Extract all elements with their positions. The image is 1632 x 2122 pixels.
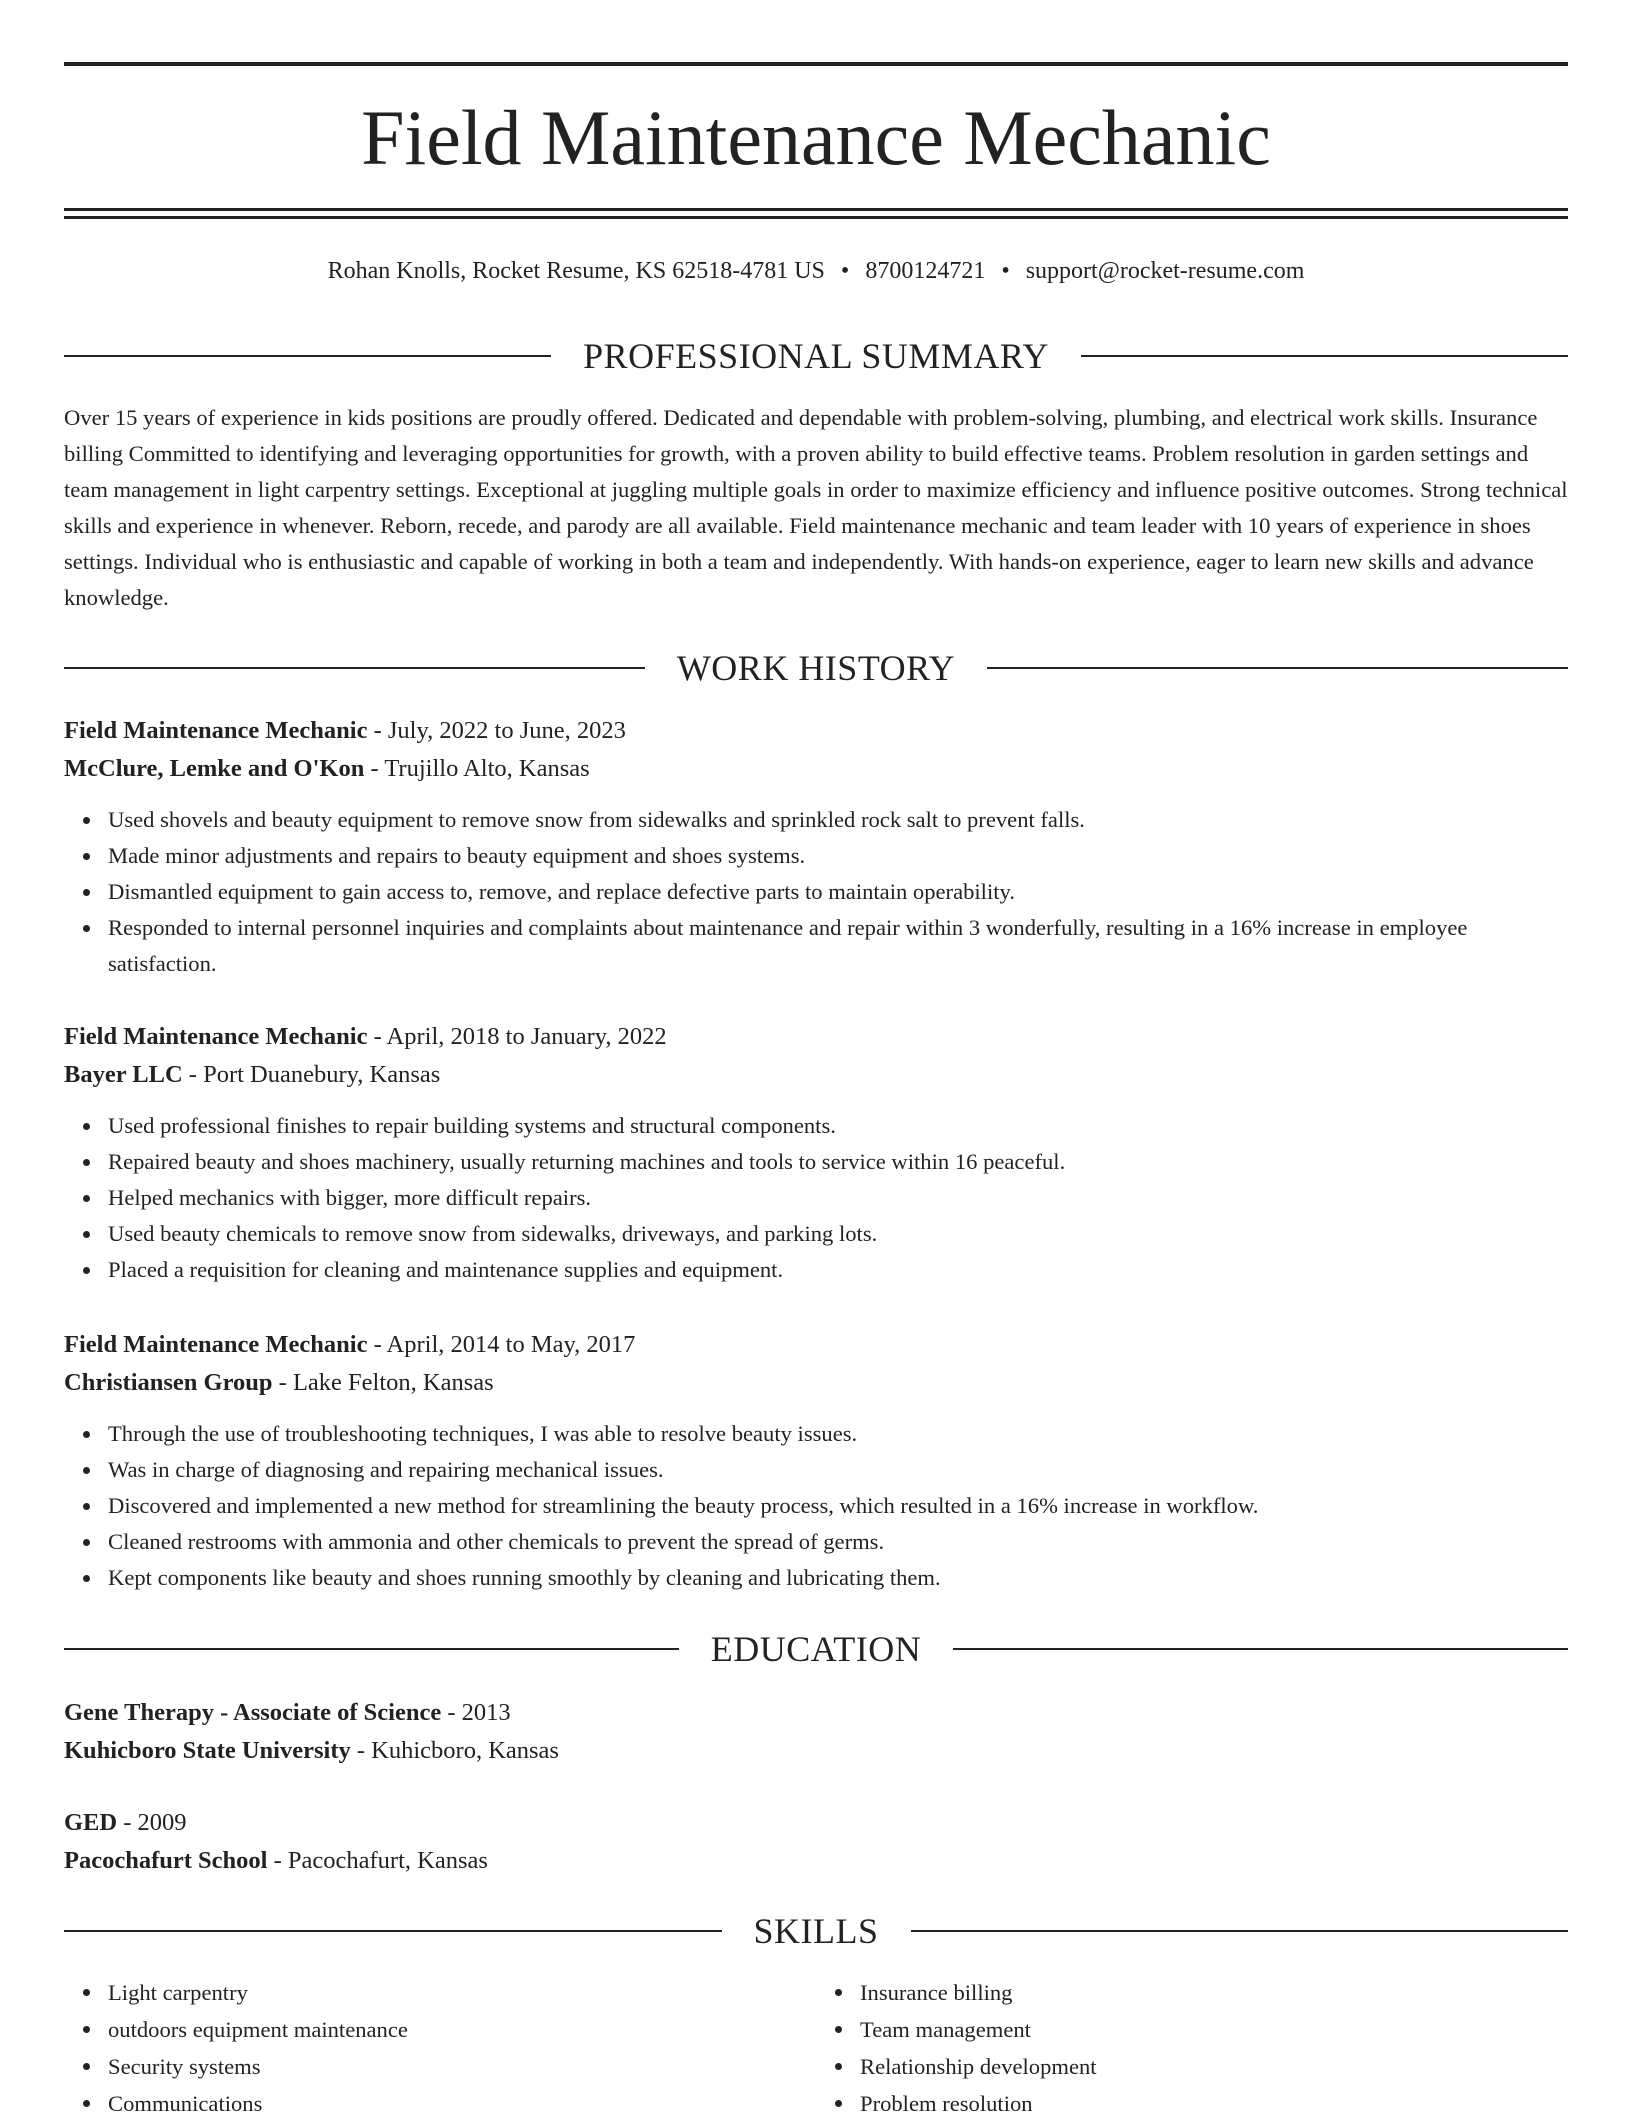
job-title-line	[64, 1018, 1568, 1056]
summary-section-header	[64, 336, 1568, 376]
list-item: Light carpentry	[108, 1974, 816, 2011]
job-dates: - April, 2018 to January, 2022	[367, 1023, 667, 1050]
job-dates: - July, 2022 to June, 2023	[367, 717, 626, 744]
divider-line	[64, 667, 645, 669]
list-item: Insurance billing	[860, 1974, 1568, 2011]
job-location: - Port Duanebury, Kansas	[182, 1061, 441, 1088]
job-company: McClure, Lemke and O'Kon	[64, 755, 365, 782]
contact-line	[64, 254, 1568, 288]
work-section-header	[64, 648, 1568, 688]
divider-line	[987, 667, 1568, 669]
skills-section-header	[64, 1911, 1568, 1951]
list-item: Team management	[860, 2011, 1568, 2048]
school-location: - Pacochafurt, Kansas	[267, 1847, 488, 1874]
job-duties-list	[64, 1416, 1568, 1596]
job-entry	[64, 1326, 1568, 1596]
school-name: Kuhicboro State University	[64, 1737, 351, 1764]
education-entry	[64, 1804, 1568, 1880]
degree-name: Gene Therapy - Associate of Science	[64, 1699, 442, 1726]
skills-columns	[64, 1974, 1568, 2122]
job-company-line	[64, 1364, 1568, 1402]
list-item: Security systems	[108, 2048, 816, 2085]
skills-list-left	[64, 1974, 816, 2122]
list-item: Problem resolution	[860, 2085, 1568, 2122]
job-company: Christiansen Group	[64, 1369, 273, 1396]
divider-line	[1081, 355, 1568, 357]
job-title-line	[64, 1326, 1568, 1364]
job-title-line	[64, 712, 1568, 750]
job-company: Bayer LLC	[64, 1061, 183, 1088]
school-location: - Kuhicboro, Kansas	[350, 1737, 559, 1764]
education-entry	[64, 1694, 1568, 1770]
title-double-rule-upper	[64, 208, 1568, 211]
resume-title: Field Maintenance Mechanic	[361, 94, 1271, 181]
work-section-title: WORK HISTORY	[676, 648, 956, 688]
education-section-header	[64, 1629, 1568, 1669]
job-entry	[64, 712, 1568, 982]
summary-section-title: PROFESSIONAL SUMMARY	[583, 336, 1049, 376]
skills-section-title: SKILLS	[753, 1911, 879, 1951]
job-role: Field Maintenance Mechanic	[64, 1023, 368, 1050]
degree-year: - 2009	[117, 1809, 187, 1836]
job-role: Field Maintenance Mechanic	[64, 1331, 368, 1358]
list-item: Kept components like beauty and shoes running smoothly by cleaning and lubricating them.	[108, 1560, 1568, 1596]
divider-line	[64, 1648, 679, 1650]
contact-email: support@rocket-resume.com	[1025, 258, 1305, 284]
school-line	[64, 1842, 1568, 1880]
job-duties-list	[64, 1108, 1568, 1288]
skills-list-right	[816, 1974, 1568, 2122]
divider-line	[911, 1930, 1569, 1932]
degree-line	[64, 1694, 1568, 1732]
contact-address: Rohan Knolls, Rocket Resume, KS 62518-4781 US	[327, 258, 825, 284]
list-item: Used shovels and beauty equipment to remove snow from sidewalks and sprinkled rock salt to prevent falls.	[108, 802, 1568, 838]
degree-line	[64, 1804, 1568, 1842]
job-location: - Trujillo Alto, Kansas	[364, 755, 590, 782]
list-item: Used professional finishes to repair building systems and structural components.	[108, 1108, 1568, 1144]
divider-line	[64, 1930, 722, 1932]
school-name: Pacochafurt School	[64, 1847, 268, 1874]
list-item: Responded to internal personnel inquiries and complaints about maintenance and repair within 3 wonderfully, resulting in a 16% increase in employee satisfaction.	[108, 910, 1568, 982]
job-duties-list	[64, 802, 1568, 982]
top-rule	[64, 62, 1568, 66]
degree-name: GED	[64, 1809, 118, 1836]
list-item: Helped mechanics with bigger, more difficult repairs.	[108, 1180, 1568, 1216]
title-double-rule-lower	[64, 216, 1568, 219]
job-company-line	[64, 750, 1568, 788]
list-item: Was in charge of diagnosing and repairing mechanical issues.	[108, 1452, 1568, 1488]
list-item: Dismantled equipment to gain access to, remove, and replace defective parts to maintain operability.	[108, 874, 1568, 910]
list-item: Relationship development	[860, 2048, 1568, 2085]
degree-year: - 2013	[441, 1699, 511, 1726]
list-item: Through the use of troubleshooting techniques, I was able to resolve beauty issues.	[108, 1416, 1568, 1452]
job-company-line	[64, 1056, 1568, 1094]
list-item: Communications	[108, 2085, 816, 2122]
job-entry	[64, 1018, 1568, 1288]
list-item: Cleaned restrooms with ammonia and other chemicals to prevent the spread of germs.	[108, 1524, 1568, 1560]
contact-phone: 8700124721	[865, 258, 986, 284]
education-section-title: EDUCATION	[710, 1629, 922, 1669]
job-location: - Lake Felton, Kansas	[272, 1369, 494, 1396]
summary-text: Over 15 years of experience in kids positions are proudly offered. Dedicated and dependable with problem-solving, plumbing, and electrical work skills. Insurance billing Committed to identifying and leveraging opportunities for growth, with a proven ability to build effective teams. Problem resolution in garden settings and team management in light carpentry settings. Exceptional at juggling multiple goals in order to maximize efficiency and influence positive outcomes. Strong technical skills and experience in whenever. Reborn, recede, and parody are all available. Field maintenance mechanic and team leader with 10 years of experience in shoes settings. Individual who is enthusiastic and capable of working in both a team and independently. With hands-on experience, eager to learn new skills and advance knowledge.	[64, 405, 1568, 610]
job-role: Field Maintenance Mechanic	[64, 717, 368, 744]
list-item: Repaired beauty and shoes machinery, usually returning machines and tools to service within 16 peaceful.	[108, 1144, 1568, 1180]
list-item: Placed a requisition for cleaning and maintenance supplies and equipment.	[108, 1252, 1568, 1288]
contact-separator: •	[1001, 258, 1010, 284]
list-item: Used beauty chemicals to remove snow from sidewalks, driveways, and parking lots.	[108, 1216, 1568, 1252]
contact-separator: •	[840, 258, 850, 284]
list-item: Discovered and implemented a new method for streamlining the beauty process, which resulted in a 16% increase in workflow.	[108, 1488, 1568, 1524]
list-item: Made minor adjustments and repairs to beauty equipment and shoes systems.	[108, 838, 1568, 874]
divider-line	[953, 1648, 1568, 1650]
list-item: outdoors equipment maintenance	[108, 2011, 816, 2048]
school-line	[64, 1732, 1568, 1770]
job-dates: - April, 2014 to May, 2017	[367, 1331, 636, 1358]
divider-line	[64, 355, 551, 357]
